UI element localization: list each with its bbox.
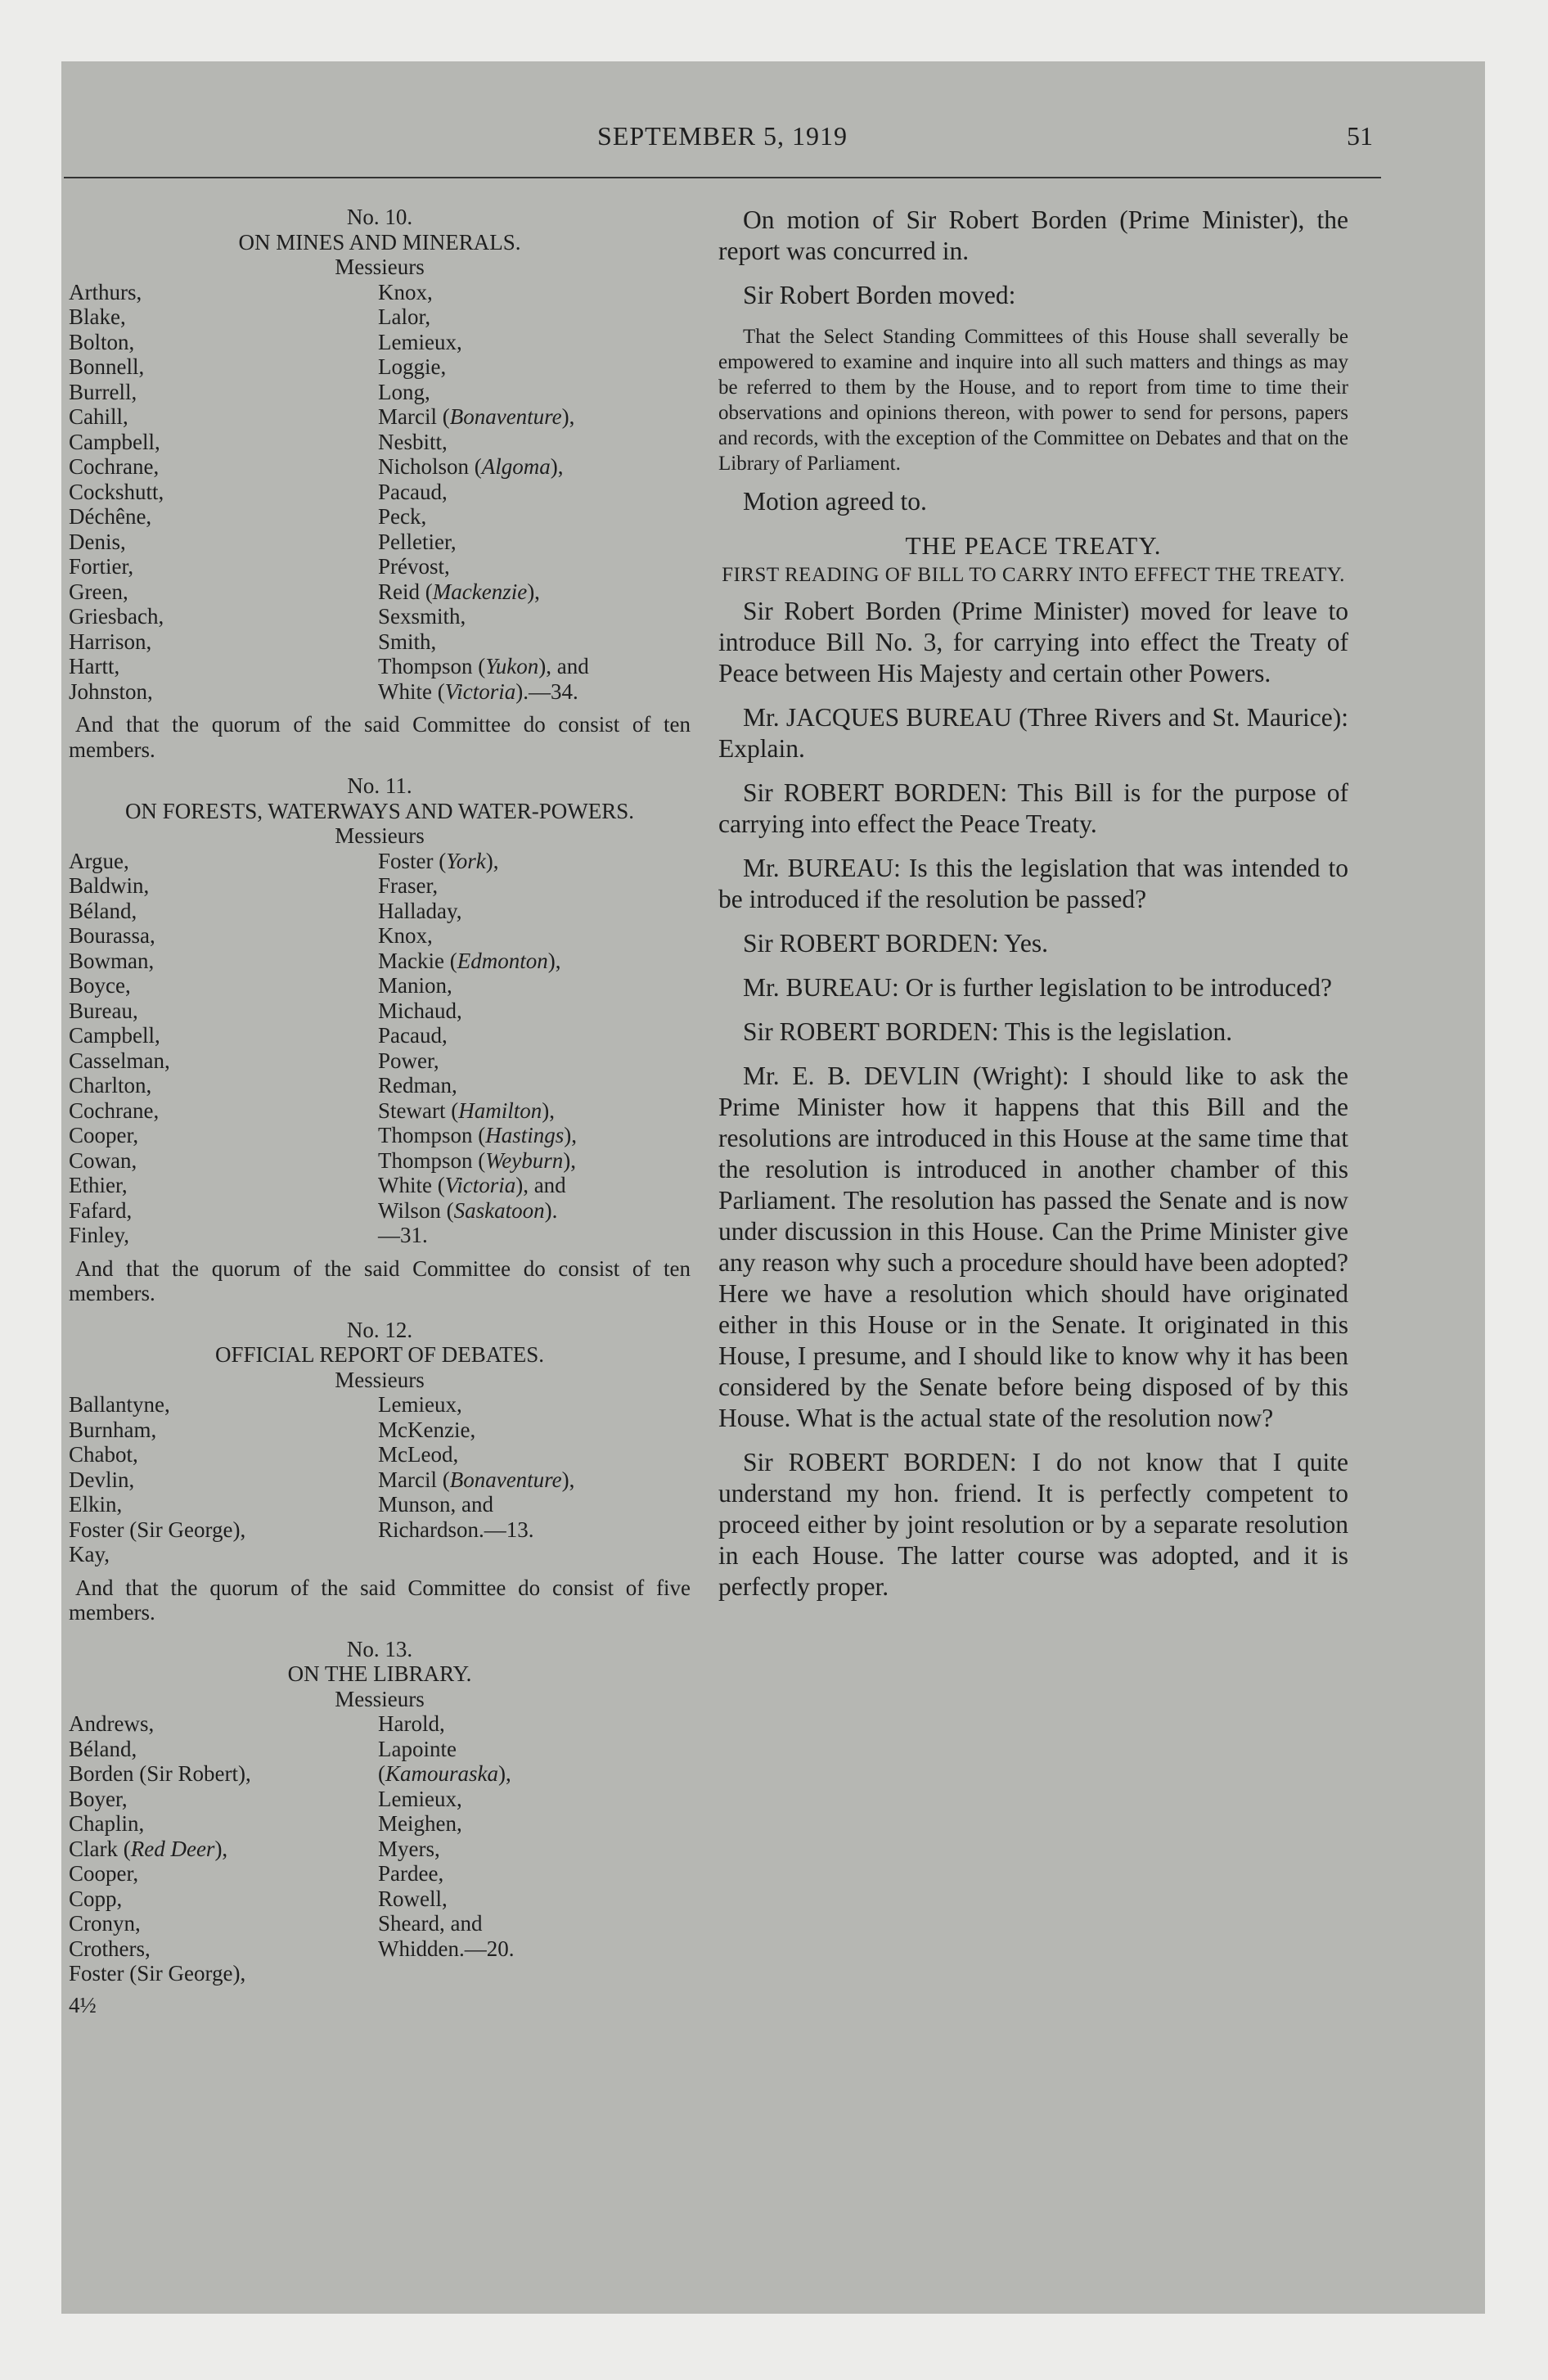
member-name: Thompson (Hastings),: [378, 1123, 578, 1147]
member-name: Cockshutt,: [69, 479, 164, 504]
member-name: Stewart (Hamilton),: [378, 1098, 555, 1123]
messieurs-label: Messieurs: [335, 255, 425, 279]
member-name: Meighen,: [378, 1811, 462, 1836]
member-name: Boyce,: [69, 973, 131, 998]
member-name: Myers,: [378, 1836, 440, 1861]
member-name: Andrews,: [69, 1711, 155, 1736]
member-name: Argue,: [69, 848, 129, 873]
member-name: Foster (York),: [378, 848, 499, 873]
speech-paragraph: Mr. E. B. DEVLIN (Wright): I should like to ask the Prime Minister how it happens that this Bill and the resolutions are introduced in this House at the same time that the resolution is introduced in another chamber of this Parliament. The resolution has passed the Senate and is now under discussion in this House. Can the Prime Minister give any reason why such a procedure should have been adopted? Here we have a resolution which should have originated either in this House or in the Senate. It originated in this House, I presume, and I should like to know why it has been considered by the Senate before being disposed of by this House. What is the actual state of the resolution now?: [718, 1062, 1348, 1432]
left-column: [69, 205, 691, 2017]
member-name: Chaplin,: [69, 1811, 145, 1836]
member-name: Redman,: [378, 1073, 457, 1098]
member-name: Peck,: [378, 504, 427, 529]
member-list: [69, 280, 691, 705]
committee-number: No. 11.: [347, 773, 412, 798]
member-name: Johnston,: [69, 678, 153, 704]
member-name: Cowan,: [69, 1147, 137, 1173]
member-name: Sexsmith,: [378, 604, 466, 629]
motion-text: That the Select Standing Committees of this House shall severally be empowered to examine and inquire into all such matters and things as may be referred to them by the House, and to report from time to time their observations and opinions thereon, with power to send for persons, papers and records, with the exception of the Committee on Debates and that on the Library of Parliament.: [718, 326, 1348, 475]
member-name: Griesbach,: [69, 604, 164, 629]
member-name: White (Victoria), and: [378, 1173, 566, 1197]
member-name: Pacaud,: [378, 1023, 448, 1048]
motion-paragraph: On motion of Sir Robert Borden (Prime Minister), the report was concurred in.: [718, 205, 1348, 265]
speech-paragraph: Sir ROBERT BORDEN: Yes.: [743, 929, 1048, 958]
member-name: Pelletier,: [378, 529, 457, 554]
member-name: Thompson (Yukon), and: [378, 654, 589, 678]
member-name: Ethier,: [69, 1173, 128, 1197]
committee-number: No. 13.: [346, 1636, 413, 1661]
member-name: Smith,: [378, 629, 437, 654]
member-name: Michaud,: [378, 998, 462, 1023]
committee-title: OFFICIAL REPORT OF DEBATES.: [215, 1342, 544, 1367]
member-name: Boyer,: [69, 1786, 128, 1811]
member-name: Foster (Sir George),: [69, 1517, 246, 1542]
member-name: Campbell,: [69, 429, 160, 454]
member-name: Manion,: [378, 973, 452, 998]
quorum-note: And that the quorum of the said Committee do consist of ten members.: [69, 712, 691, 762]
committee-title: ON MINES AND MINERALS.: [238, 229, 521, 255]
member-name: Long,: [378, 379, 430, 404]
member-name: Lemieux,: [378, 1786, 462, 1811]
committee-13: [69, 1637, 691, 1986]
member-name: Blake,: [69, 304, 126, 329]
member-name: Rowell,: [378, 1886, 448, 1911]
member-name: Lemieux,: [378, 329, 462, 354]
committee-12: [69, 1318, 691, 1625]
member-name: Pardee,: [378, 1861, 444, 1886]
member-name: Arthurs,: [69, 279, 142, 304]
member-name: Marcil (Bonaventure),: [378, 404, 575, 429]
messieurs-label: Messieurs: [335, 823, 425, 848]
member-name: Casselman,: [69, 1048, 170, 1073]
member-name: Cooper,: [69, 1123, 139, 1147]
member-list: [69, 849, 691, 1248]
quorum-note: And that the quorum of the said Committee do consist of five members.: [69, 1575, 691, 1625]
member-name: Cronyn,: [69, 1911, 141, 1936]
member-name: Lemieux,: [378, 1392, 462, 1417]
member-name: Copp,: [69, 1886, 123, 1911]
member-name: Bolton,: [69, 329, 135, 354]
member-name: Knox,: [378, 279, 433, 304]
page-number: 51: [1347, 121, 1373, 151]
committee-title: ON FORESTS, WATERWAYS AND WATER-POWERS.: [124, 798, 635, 823]
member-name: Béland,: [69, 1736, 137, 1761]
member-name: Devlin,: [69, 1467, 135, 1492]
member-name: Green,: [69, 579, 128, 604]
member-name: White (Victoria).—34.: [378, 678, 578, 704]
page-date-title: SEPTEMBER 5, 1919: [597, 121, 848, 151]
member-name: Halladay,: [378, 898, 462, 923]
member-name: Power,: [378, 1048, 439, 1073]
member-name: Whidden.—20.: [378, 1936, 515, 1961]
motion-agreed: Motion agreed to.: [743, 487, 927, 516]
member-name: Wilson (Saskatoon).: [378, 1197, 558, 1223]
member-name: Harrison,: [69, 629, 152, 654]
member-name: Bureau,: [69, 998, 138, 1023]
speech-paragraph: Sir Robert Borden (Prime Minister) moved for leave to introduce Bill No. 3, for carrying into effect the Treaty of Peace between His Majesty and certain other Powers.: [718, 597, 1348, 687]
member-name: Thompson (Weyburn),: [378, 1147, 576, 1173]
member-name: —31.: [378, 1223, 428, 1247]
signature-mark: 4½: [69, 1992, 97, 2017]
member-name: Foster (Sir George),: [69, 1961, 246, 1986]
member-name: Nesbitt,: [378, 429, 448, 454]
member-name: Marcil (Bonaventure),: [378, 1467, 575, 1492]
member-name: Crothers,: [69, 1936, 151, 1961]
member-name: Denis,: [69, 529, 126, 554]
member-name: Lapointe: [378, 1736, 457, 1761]
member-name: Fraser,: [378, 873, 439, 898]
member-name: Borden (Sir Robert),: [69, 1761, 251, 1786]
member-name: Clark (Red Deer),: [69, 1836, 228, 1861]
member-name: Fortier,: [69, 554, 134, 579]
speech-paragraph: Sir ROBERT BORDEN: I do not know that I quite understand my hon. friend. It is perfectly competent to proceed either by joint resolution or by a separate resolution in each House. The latter course was adopted, and it is perfectly proper.: [718, 1448, 1348, 1601]
member-name: Cahill,: [69, 404, 128, 429]
speech-paragraph: Mr. BUREAU: Is this the legislation that was intended to be introduced if the resolution be passed?: [718, 854, 1348, 913]
speech-paragraph: Mr. BUREAU: Or is further legislation to be introduced?: [743, 973, 1332, 1002]
member-name: Nicholson (Algoma),: [378, 454, 564, 479]
member-name: Kay,: [69, 1542, 110, 1566]
member-name: McKenzie,: [378, 1417, 476, 1442]
member-name: Prévost,: [378, 554, 450, 579]
page-header: [64, 121, 1381, 167]
member-name: Cochrane,: [69, 454, 160, 479]
member-list: [69, 1392, 691, 1567]
committee-title: ON THE LIBRARY.: [287, 1661, 472, 1686]
member-name: Harold,: [378, 1711, 445, 1736]
member-name: [378, 1542, 691, 1567]
section-heading: THE PEACE TREATY.: [905, 531, 1162, 560]
member-name: Bowman,: [69, 948, 155, 973]
member-name: Mackie (Edmonton),: [378, 948, 561, 973]
messieurs-label: Messieurs: [335, 1686, 425, 1711]
committee-11: [69, 773, 691, 1306]
member-name: Ballantyne,: [69, 1392, 170, 1417]
header-rule: [64, 177, 1381, 178]
committee-number: No. 12.: [346, 1317, 413, 1342]
speech-paragraph: Sir ROBERT BORDEN: This is the legislation.: [743, 1017, 1233, 1046]
member-list: [69, 1711, 691, 1986]
section-subheading: FIRST READING OF BILL TO CARRY INTO EFFECT THE TREATY.: [722, 564, 1345, 586]
member-name: Loggie,: [378, 354, 447, 379]
member-name: Lalor,: [378, 304, 431, 329]
member-name: [378, 1961, 691, 1986]
member-name: Cochrane,: [69, 1098, 160, 1123]
committee-number: No. 10.: [346, 205, 413, 229]
member-name: Burrell,: [69, 379, 137, 404]
quorum-note: And that the quorum of the said Committee do consist of ten members.: [69, 1255, 691, 1305]
member-name: Déchêne,: [69, 504, 152, 529]
member-name: Hartt,: [69, 654, 120, 678]
member-name: Finley,: [69, 1223, 129, 1247]
member-name: Burnham,: [69, 1417, 157, 1442]
member-name: Elkin,: [69, 1492, 123, 1517]
messieurs-label: Messieurs: [335, 1367, 425, 1392]
member-name: Fafard,: [69, 1197, 133, 1223]
member-name: Reid (Mackenzie),: [378, 579, 540, 604]
member-name: Munson, and: [378, 1492, 493, 1517]
speech-paragraph: Sir ROBERT BORDEN: This Bill is for the purpose of carrying into effect the Peace Treaty.: [718, 778, 1348, 838]
member-name: McLeod,: [378, 1442, 459, 1467]
speech-paragraph: Mr. JACQUES BUREAU (Three Rivers and St. Maurice): Explain.: [718, 703, 1348, 763]
member-name: Bonnell,: [69, 354, 145, 379]
borden-moved: Sir Robert Borden moved:: [743, 281, 1016, 309]
member-name: Campbell,: [69, 1023, 160, 1048]
member-name: Charlton,: [69, 1073, 152, 1098]
member-name: Bourassa,: [69, 923, 155, 948]
member-name: (Kamouraska),: [378, 1761, 511, 1786]
member-name: Knox,: [378, 923, 433, 948]
member-name: Chabot,: [69, 1442, 138, 1467]
member-name: Béland,: [69, 898, 137, 923]
committee-10: [69, 205, 691, 762]
member-name: Richardson.—13.: [378, 1517, 534, 1542]
member-name: Pacaud,: [378, 479, 448, 504]
member-name: Sheard, and: [378, 1911, 483, 1936]
right-column: [718, 205, 1348, 1616]
member-name: Cooper,: [69, 1861, 139, 1886]
member-name: Baldwin,: [69, 873, 150, 898]
